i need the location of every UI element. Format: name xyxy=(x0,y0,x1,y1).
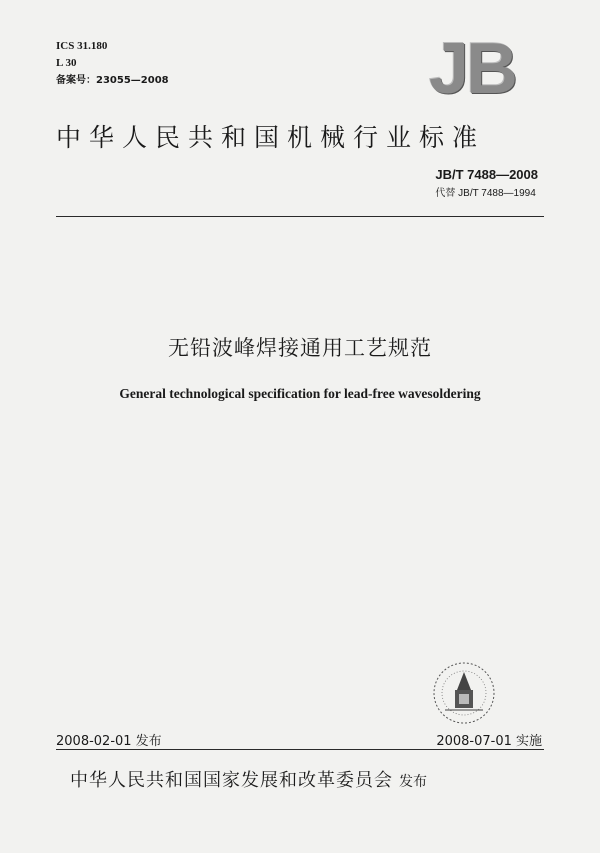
issuer-action: 发布 xyxy=(399,774,427,790)
issuer-organization: 中华人民共和国国家发展和改革委员会 xyxy=(70,770,393,791)
publisher-seal-icon xyxy=(431,660,497,726)
jb-logo: JB xyxy=(428,29,516,109)
issue-date: 2008-02-01 发布 xyxy=(56,734,162,749)
record-number: 备案号：23055—2008 xyxy=(56,75,169,86)
title-chinese: 无铅波峰焊接通用工艺规范 xyxy=(168,336,432,360)
issuer-line xyxy=(70,766,427,792)
ccs-code: L 30 xyxy=(56,57,77,69)
implementation-date: 2008-07-01 实施 xyxy=(436,734,542,749)
bottom-divider xyxy=(56,749,544,750)
industry-standard-title: 中华人民共和国机械行业标准 xyxy=(56,123,486,152)
title-english: General technological specification for lead-free wavesoldering xyxy=(119,386,481,401)
ics-code: ICS 31.180 xyxy=(56,40,108,52)
top-divider xyxy=(56,216,544,217)
standard-number-block xyxy=(435,167,538,199)
standard-number: JB/T 7488—2008 xyxy=(435,167,538,182)
replaces-standard: 代替 JB/T 7488—1994 xyxy=(435,188,536,199)
classification-block xyxy=(56,38,169,89)
